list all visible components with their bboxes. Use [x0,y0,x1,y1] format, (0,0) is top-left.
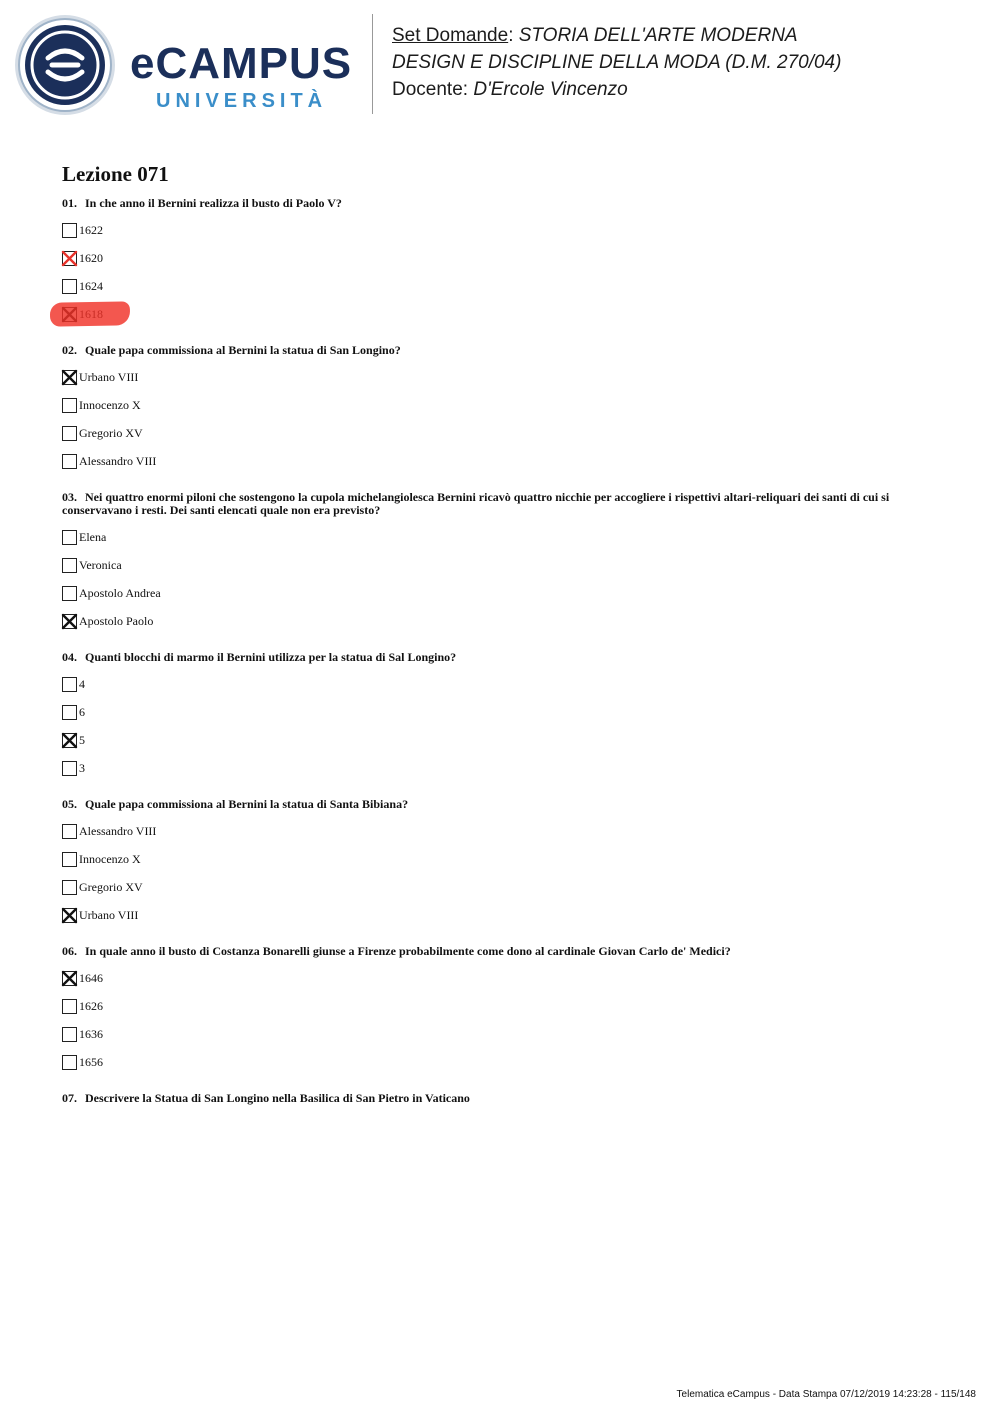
answer-checkbox[interactable] [62,1027,77,1042]
answer-label: Gregorio XV [79,425,143,440]
question-number: 07. [62,1091,77,1105]
question-text [62,651,942,664]
question [62,651,942,776]
answer-label: 1624 [79,278,103,293]
set-line: Set Domande: STORIA DELL'ARTE MODERNA [392,25,798,46]
answer-option[interactable] [62,676,942,692]
answer-checkbox[interactable] [62,251,77,266]
question-number: 06. [62,944,77,958]
answer-checkbox[interactable] [62,614,77,629]
teacher-line: Docente: D'Ercole Vincenzo [392,79,628,100]
answer-label: 1626 [79,998,103,1013]
lesson-title: Lezione 071 [62,162,169,186]
answer-option[interactable] [62,879,942,895]
question-number: 05. [62,797,77,811]
check-cross-icon [61,250,78,267]
answer-label: Apostolo Andrea [79,585,161,600]
answer-option[interactable] [62,907,942,923]
answer-checkbox[interactable] [62,370,77,385]
answer-checkbox[interactable] [62,852,77,867]
course-line-1: STORIA DELL'ARTE MODERNA [518,25,798,46]
answer-label: Gregorio XV [79,879,143,894]
question-label: Descrivere la Statua di San Longino nella Basilica di San Pietro in Vaticano [85,1091,470,1105]
ecampus-logo [130,39,353,113]
answer-label: Urbano VIII [79,907,139,922]
answer-checkbox[interactable] [62,398,77,413]
answer-option[interactable] [62,1026,942,1042]
check-cross-icon [61,613,78,630]
answer-checkbox[interactable] [62,586,77,601]
answer-option[interactable] [62,369,942,385]
question-text [62,798,942,811]
check-cross-icon [61,970,78,987]
logo-brand-text: eCAMPUS [130,39,353,88]
answer-checkbox[interactable] [62,705,77,720]
question-label: Quanti blocchi di marmo il Bernini utilizza per la statua di Sal Longino? [85,650,457,664]
questions-content [62,162,942,1127]
answer-option[interactable] [62,732,942,748]
header-divider [372,14,373,114]
course-line-2: DESIGN E DISCIPLINE DELLA MODA (D.M. 270/04) [392,52,842,73]
answer-checkbox[interactable] [62,824,77,839]
answer-label: 1620 [79,250,103,265]
answer-label: 5 [79,732,85,747]
answer-option[interactable] [62,823,942,839]
answer-checkbox[interactable] [62,880,77,895]
answer-option[interactable] [62,613,942,629]
question [62,197,942,322]
question-text [62,491,942,517]
answer-checkbox[interactable] [62,454,77,469]
page-header [0,0,1000,125]
answer-checkbox[interactable] [62,1055,77,1070]
question [62,344,942,469]
question [62,798,942,923]
question-label: Quale papa commissiona al Bernini la statua di San Longino? [85,343,401,357]
answer-label: 1622 [79,222,103,237]
question [62,1092,942,1105]
question [62,945,942,1070]
answer-checkbox[interactable] [62,761,77,776]
question-text [62,197,942,210]
answer-checkbox[interactable] [62,426,77,441]
answer-option[interactable] [62,557,942,573]
question-number: 04. [62,650,77,664]
answer-option[interactable] [62,397,942,413]
teacher-name: D'Ercole Vincenzo [473,79,628,100]
answer-option[interactable] [62,760,942,776]
question-number: 02. [62,343,77,357]
question-label: In quale anno il busto di Costanza Bonarelli giunse a Firenze probabilmente come dono al cardinale Giovan Carlo de' Medici? [85,944,731,958]
answer-label: Elena [79,529,107,544]
answer-option[interactable] [62,1054,942,1070]
course-line [392,49,841,76]
question [62,491,942,629]
answer-label: 6 [79,704,85,719]
answer-label: Veronica [79,557,122,572]
answer-label: 1636 [79,1026,103,1041]
question-label: Nei quattro enormi piloni che sostengono la cupola michelangiolesca Bernini ricavò quattro nicchie per accogliere i rispettivi altari-reliquari dei santi di cui si conservavano i resti. Dei santi elencati quale non era previsto? [62,490,890,517]
answer-checkbox[interactable] [62,558,77,573]
answer-label: Innocenzo X [79,397,141,412]
answer-label: Urbano VIII [79,369,139,384]
question-label: Quale papa commissiona al Bernini la statua di Santa Bibiana? [85,797,409,811]
answer-label: Innocenzo X [79,851,141,866]
answer-checkbox[interactable] [62,908,77,923]
logo-sub-text: UNIVERSITÀ [156,90,328,112]
answer-checkbox[interactable] [62,677,77,692]
red-highlight-scribble [50,301,130,326]
check-cross-icon [61,732,78,749]
teacher-label: Docente [392,79,463,100]
question-text [62,344,942,357]
answer-checkbox[interactable] [62,223,77,238]
check-cross-icon [61,907,78,924]
answer-checkbox[interactable] [62,971,77,986]
answer-option[interactable] [62,529,942,545]
answer-label: Alessandro VIII [79,453,157,468]
question-label: In che anno il Bernini realizza il busto di Paolo V? [85,196,342,210]
ecampus-seal-icon [14,14,116,116]
answer-option[interactable] [62,250,942,266]
answer-checkbox[interactable] [62,733,77,748]
answer-option[interactable] [62,585,942,601]
check-cross-icon [61,369,78,386]
answer-label: 4 [79,676,85,691]
answer-checkbox[interactable] [62,279,77,294]
answer-option[interactable] [62,278,942,294]
answer-option[interactable] [62,425,942,441]
print-footer: Telematica eCampus - Data Stampa 07/12/2019 14:23:28 - 115/148 [676,1389,976,1400]
answer-option[interactable] [62,851,942,867]
answer-checkbox[interactable] [62,999,77,1014]
answer-option[interactable] [62,970,942,986]
question-number: 03. [62,490,77,504]
answer-checkbox[interactable] [62,530,77,545]
set-label: Set Domande [392,25,509,46]
question-number: 01. [62,196,77,210]
answer-label: 1656 [79,1054,103,1069]
answer-label: Alessandro VIII [79,823,157,838]
answer-option[interactable] [62,453,942,469]
answer-label: 3 [79,760,85,775]
answer-option[interactable] [62,306,942,322]
question-text [62,1092,942,1105]
course-info [392,22,841,103]
answer-option[interactable] [62,222,942,238]
answer-option[interactable] [62,704,942,720]
answer-option[interactable] [62,998,942,1014]
answer-label: Apostolo Paolo [79,613,154,628]
question-text [62,945,942,958]
question-list [62,197,942,1105]
answer-label: 1646 [79,970,103,985]
